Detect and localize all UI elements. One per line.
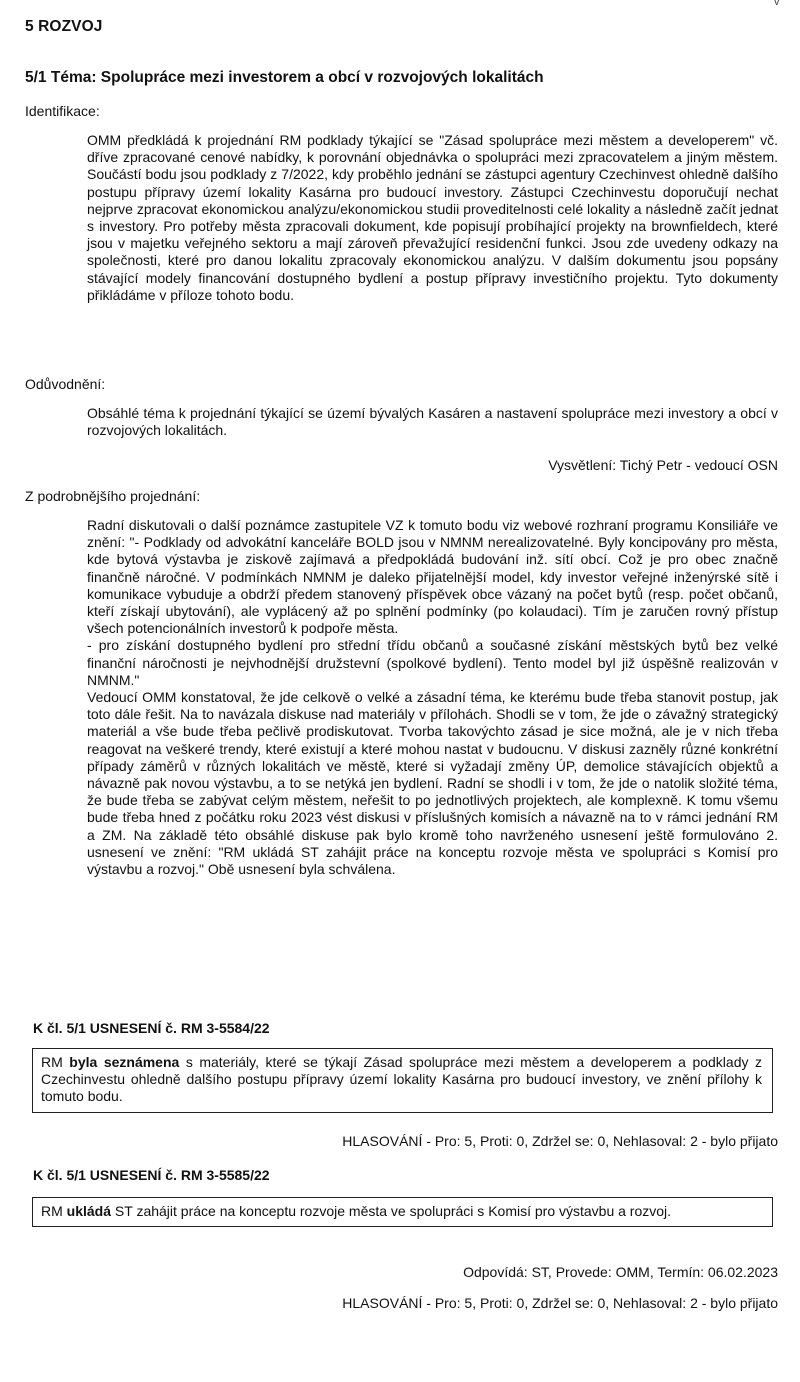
resolution-2-box — [32, 1197, 773, 1227]
resolution-2-title: K čl. 5/1 USNESENÍ č. RM 3-5585/22 — [33, 1167, 270, 1183]
resolution-2-vote: HLASOVÁNÍ - Pro: 5, Proti: 0, Zdržel se: 0, Nehlasoval: 2 - bylo přijato — [342, 1295, 778, 1311]
discussion-text — [87, 517, 778, 878]
resolution-1-title: K čl. 5/1 USNESENÍ č. RM 3-5584/22 — [33, 1020, 270, 1036]
discussion-paragraph-2: - pro získání dostupného bydlení pro střední třídu občanů a současné získání městských bytů bez velké finanční náročnosti je nejvhodnější družstevní (spolkové bydlení). Tento model byl již úspěšně realizován v NMNM." — [87, 637, 778, 688]
discussion-paragraph-3: Vedoucí OMM konstatoval, že jde celkově o velké a zásadní téma, ke kterému bude třeba stanovit postup, jak toto dále řešit. Na to navázala diskuse nad materiály v přílohách. Shodli se v tom, že jde o závažný strategický materiál a vše bude třeba pečlivě prodiskutovat. Tvorba takovýchto zásad je sice možná, ale je v nich třeba reagovat na veškeré trendy, které existují a které mohou nastat v budoucnu. V diskusi zazněly různé konkrétní případy záměrů v různých lokalitách ve městě, které si vyžadají změny ÚP, demolice stávajících objektů a návazně pak novou výstavbu, a to se netýká jen bydlení. Radní se shodli i v tom, že jde o natolik složité téma, že bude třeba se zabývat celým městem, neřešit to po jednotlivých projektech, ale komplexně. K tomu všemu bude třeba hned z počátku roku 2023 vést diskusi v příslušných komisích a návazně na to v rámci jednání RM a ZM. Na základě této obsáhlé diskuse pak bylo kromě toho navrženého usnesení ještě formulováno 2. usnesení ve znění: "RM ukládá ST zahájit práce na konceptu rozvoje města ve spolupráci s Komisí pro výstavbu a rozvoj." Obě usnesení byla schválena. — [87, 689, 778, 878]
justification-text: Obsáhlé téma k projednání týkající se území bývalých Kasáren a nastavení spolupráce mezi investory a obcí v rozvojových lokalitách. — [87, 405, 778, 439]
resolution-2-prefix: RM — [41, 1203, 67, 1219]
topic-heading: 5/1 Téma: Spolupráce mezi investorem a obcí v rozvojových lokalitách — [25, 69, 544, 86]
identification-label: Identifikace: — [25, 103, 100, 119]
resolution-2-responsibility: Odpovídá: ST, Provede: OMM, Termín: 06.02.2023 — [463, 1264, 778, 1280]
identification-text: OMM předkládá k projednání RM podklady týkající se "Zásad spolupráce mezi městem a developerem" vč. dříve zpracované cenové nabídky, k porovnání objednávka o spolupráci mezi zpracovatelem a jiným městem. Součástí bodu jsou podklady z 7/2022, kdy proběhlo jednání se zástupci agentury Czechinvest ohledně dalšího postupu přípravy území lokality Kasárna pro budoucí investory. Zástupci Czechinvestu doporučují nechat nejprve zpracovat ekonomickou analýzu/ekonomickou studii proveditelnosti celé lokality a následně začít jednat s investory. Pro potřeby města zpracovali dokument, kde popisují probíhající projekty na brownfieldech, které jsou v majetku veřejného sektoru a mají zároveň převažující residenční funkci. Jsou zde uvedeny odkazy na společnosti, které pro danou lokalitu zpracovaly ekonomickou analýzu. V dalším dokumentu jsou popsány stávající modely financování dostupného bydlení a postup přípravy investičního projektu. Tyto dokumenty přikládáme v příloze tohoto bodu. — [87, 132, 778, 303]
resolution-2-verb: ukládá — [66, 1203, 112, 1219]
discussion-paragraph-1: Radní diskutovali o další poznámce zastupitele VZ k tomuto bodu viz webové rozhraní programu Konsiliáře ve znění: "- Podklady od advokátní kanceláře BOLD jsou v NMNM nerealizovatelné. Byly koncipovány pro města, kde bytová výstavba je ziskově zajímavá a předpokládá budování inž. sítí obcí. Což je pro obec značně finančně náročné. V podmínkách NMNM je daleko přijatelnější model, kdy investor veřejné inženýrské sítě i komunikace vybuduje a obdrží předem stanovený příspěvek obce vázaný na počet bytů (resp. počet občanů, kteří získají ubytování), ale vyplácený až po splnění podmínky (po kolaudaci). Tím je zaručen rovný přístup všech potencionálních investorů k podpoře města. — [87, 517, 778, 637]
justification-label: Odůvodnění: — [25, 376, 106, 392]
resolution-2-text: ST zahájit práce na konceptu rozvoje města ve spolupráci s Komisí pro výstavbu a rozvoj. — [111, 1203, 672, 1219]
resolution-1-text: s materiály, které se týkají Zásad spolupráce mezi městem a developerem a podklady z Czechinvestu ohledně dalšího postupu přípravy území lokality Kasárna pro budoucí investory, ve znění přílohy k tomuto bodu. — [41, 1054, 763, 1105]
resolution-1-vote: HLASOVÁNÍ - Pro: 5, Proti: 0, Zdržel se: 0, Nehlasoval: 2 - bylo přijato — [342, 1133, 778, 1149]
resolution-1-prefix: RM — [41, 1054, 70, 1070]
section-heading: 5 ROZVOJ — [25, 18, 103, 35]
corner-mark: v — [774, 0, 780, 8]
resolution-1-box — [32, 1048, 773, 1113]
explanation-line: Vysvětlení: Tichý Petr - vedoucí OSN — [548, 457, 778, 473]
resolution-1-verb: byla seznámena — [69, 1054, 180, 1070]
discussion-label: Z podrobnějšího projednání: — [25, 488, 201, 504]
